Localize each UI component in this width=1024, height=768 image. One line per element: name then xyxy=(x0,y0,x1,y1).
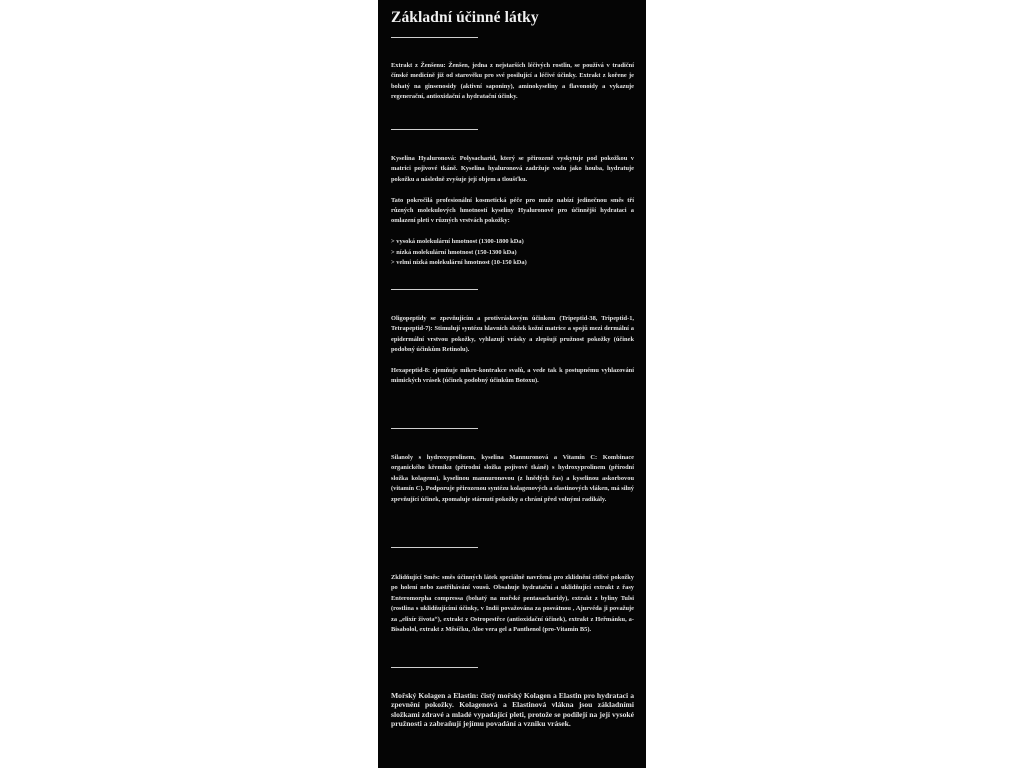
page-title: Základní účinné látky xyxy=(391,9,539,26)
section-text: Oligopeptidy se zpevňujícím a protivráskovým účinkem (Tripeptid-38, Tripeptid-1, Tetrapeptid-7): Stimulují syntézu hlavních složek kožní matrice a spojů mezi dermální a epidermální vrstvou pokožky, vyhlazují vrásky a zlepšují pružnost pokožky (účinek podobný účinkům Retinolu). xyxy=(391,315,634,354)
molecular-weight-list xyxy=(391,237,634,268)
section-ginseng xyxy=(391,61,634,103)
section-text: Kyselina Hyaluronová: Polysacharid, který se přirozeně vyskytuje pod pokožkou v matrici pojivové tkáně. Kyselina hyaluronová zadržuje vodu jako houba, hydratuje pokožku a následně zvyšuje její objem a tloušťku. xyxy=(391,155,634,183)
section-hyaluronic-acid xyxy=(391,154,634,268)
divider xyxy=(391,37,478,38)
section-silanols xyxy=(391,453,634,505)
section-soothing-blend xyxy=(391,573,634,635)
list-item: > velmi nízká molekulární hmotnost (10-150 kDa) xyxy=(391,258,634,268)
section-text: Hexapeptid-8: zjemňuje mikro-kontrakce svalů, a vede tak k postupnému vyhlazování mimických vrásek (účinek podobný účinkům Botoxu). xyxy=(391,367,634,385)
section-text: Silanoly s hydroxyprolinem, kyselina Mannuronová a Vitamín C: Kombinace organického křemíku (přírodní složka pojivové tkáně) s hydroxyprolinem (přírodní složka kolagenu), kyselinou mannuronovou (z hnědých řas) a kyselinou askorbovou (vitamín C). Podporuje přirozenou syntézu kolagenových a elastinových vláken, má silný zpevňující účinek, zpomaluje stárnutí pokožky a chrání před volnými radikály. xyxy=(391,454,634,503)
section-marine-collagen xyxy=(391,691,634,728)
divider xyxy=(391,428,478,429)
section-oligopeptides xyxy=(391,314,634,387)
divider xyxy=(391,289,478,290)
section-text: Mořský Kolagen a Elastin: čistý mořský Kolagen a Elastin pro hydrataci a zpevnění pokožky. Kolagenová a Elastinová vlákna jsou základními složkami zdravé a mladé vypadající pleti, protože se podílejí na její vysoké pružnosti a zabraňují jejímu povadání a vzniku vrásek. xyxy=(391,691,634,728)
ingredients-panel xyxy=(378,0,646,768)
section-text: Extrakt z Ženšenu: Ženšen, jedna z nejstarších léčivých rostlin, se používá v tradiční čínské medicíně již od starověku pro své posilující a léčivé účinky. Extrakt z kořene je bohatý na ginsenosidy (aktivní saponiny), aminokyseliny a flavonoidy a vykazuje regenerační, antioxidační a hydratační účinky. xyxy=(391,62,634,101)
divider xyxy=(391,547,478,548)
section-text: Tato pokročilá profesionální kosmetická péče pro muže nabízí jedinečnou směs tří různých molekulových hmotností kyseliny Hyaluronové pro účinnější hydrataci a omlazení pleti v různých vrstvách pokožky: xyxy=(391,196,634,225)
section-text: Zklidňující Směs: směs účinných látek speciálně navržená pro zklidnění citlivé pokožky po holení nebo zastřihávání vousů. Obsahuje hydratační a uklidňující extrakt z řasy Enteromorpha compressa (bohatý na mořské pentasacharidy), extrakt z byliny Tulsi (rostlina s uklidňujícími účinky, v Indii považována za posvátnou , Ajurvéda ji považuje za „elixír života“), extrakt z Ostropestřce (antioxidační účinek), extrakt z Heřmánku, a-Bisabolol, extrakt z Měsíčku, Aloe vera gel a Panthenol (pro-Vitamin B5). xyxy=(391,574,634,634)
divider xyxy=(391,667,478,668)
list-item: > vysoká molekulární hmotnost (1300-1800 kDa) xyxy=(391,237,634,247)
list-item: > nízká molekulární hmotnost (150-1300 kDa) xyxy=(391,248,634,258)
divider xyxy=(391,129,478,130)
